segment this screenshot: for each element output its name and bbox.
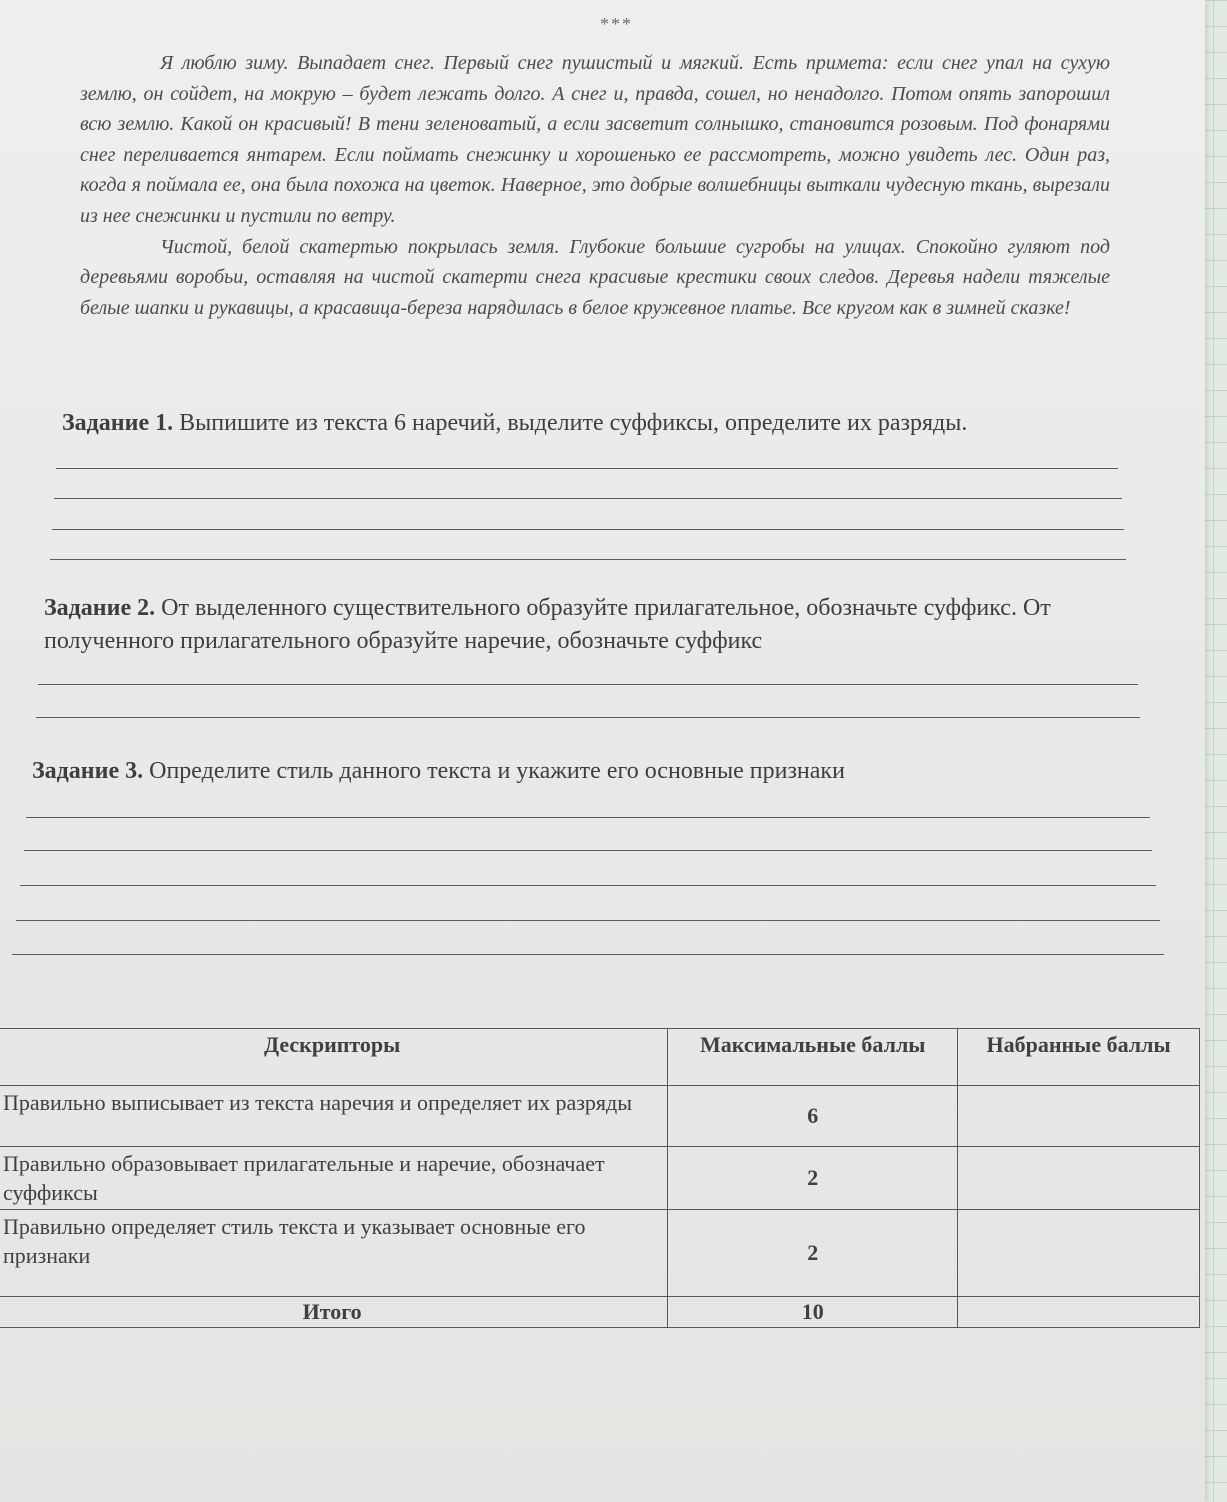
answer-line[interactable] bbox=[16, 920, 1160, 921]
section-separator: *** bbox=[600, 14, 633, 34]
task-3-text: Определите стиль данного текста и укажите его основные признаки bbox=[149, 758, 845, 784]
table-row bbox=[0, 1147, 1200, 1210]
task-2-text: От выделенного существительного образуйте прилагательное, обозначьте суффикс. От полученного прилагательного образуйте наречие, обозначьте суффикс bbox=[44, 595, 1051, 654]
total-earned-cell[interactable] bbox=[958, 1297, 1200, 1328]
answer-line[interactable] bbox=[20, 885, 1156, 886]
answer-line[interactable] bbox=[52, 529, 1124, 530]
table-total-row bbox=[0, 1297, 1200, 1328]
task-3-label: Задание 3. bbox=[32, 758, 144, 784]
table-header-row bbox=[0, 1029, 1200, 1086]
total-max-cell: 10 bbox=[668, 1297, 958, 1328]
header-earned-points: Набранные баллы bbox=[958, 1029, 1200, 1086]
descriptor-cell: Правильно выписывает из текста наречия и определяет их разряды bbox=[0, 1086, 668, 1147]
header-descriptors: Дескрипторы bbox=[0, 1029, 668, 1086]
answer-line[interactable] bbox=[24, 850, 1152, 851]
answer-line[interactable] bbox=[56, 468, 1118, 469]
story-paragraph-1: Я люблю зиму. Выпадает снег. Первый снег пушистый и мягкий. Есть примета: если снег упал на сухую землю, он сойдет, на мокрую – будет лежать долго. А снег и, правда, сошел, но ненадолго. Потом опять запорошил всю землю. Какой он красивый! В тени зеленоватый, а если засветит солнышко, становится розовым. Под фонарями снег переливается янтарем. Если поймать снежинку и хорошенько ее рассмотреть, можно увидеть лес. Один раз, когда я поймала ее, она была похожа на цветок. Наверное, это добрые волшебницы выткали чудесную ткань, вырезали из нее снежинки и пустили по ветру. bbox=[80, 52, 1110, 227]
story-paragraph-2: Чистой, белой скатертью покрылась земля. Глубокие большие сугробы на улицах. Спокойно гуляют под деревьями воробьи, оставляя на чистой скатерти снега красивые крестики своих следов. Деревья надели тяжелые белые шапки и рукавицы, а красавица-береза нарядилась в белое кружевное платье. Все кругом как в зимней сказке! bbox=[80, 235, 1110, 319]
descriptor-cell: Правильно определяет стиль текста и указывает основные его признаки bbox=[0, 1210, 668, 1297]
story-text bbox=[80, 48, 1110, 323]
task-1 bbox=[62, 407, 1132, 440]
task-1-text: Выпишите из текста 6 наречий, выделите суффиксы, определите их разряды. bbox=[179, 410, 968, 436]
descriptor-cell: Правильно образовывает прилагательные и наречие, обозначает суффиксы bbox=[0, 1147, 668, 1210]
table-row bbox=[0, 1086, 1200, 1147]
earned-points-cell[interactable] bbox=[958, 1147, 1200, 1210]
earned-points-cell[interactable] bbox=[958, 1086, 1200, 1147]
answer-line[interactable] bbox=[36, 717, 1140, 718]
task-3 bbox=[32, 755, 1142, 788]
descriptor-table bbox=[0, 1028, 1200, 1328]
total-label-cell: Итого bbox=[0, 1297, 668, 1328]
max-points-cell: 6 bbox=[668, 1086, 958, 1147]
max-points-cell: 2 bbox=[668, 1210, 958, 1297]
earned-points-cell[interactable] bbox=[958, 1210, 1200, 1297]
answer-line[interactable] bbox=[50, 559, 1126, 560]
answer-line[interactable] bbox=[12, 954, 1164, 955]
answer-line[interactable] bbox=[38, 684, 1138, 685]
task-2-label: Задание 2. bbox=[44, 595, 156, 621]
answer-line[interactable] bbox=[54, 498, 1122, 499]
table-row bbox=[0, 1210, 1200, 1297]
answer-line[interactable] bbox=[26, 817, 1150, 818]
max-points-cell: 2 bbox=[668, 1147, 958, 1210]
header-max-points: Максимальные баллы bbox=[668, 1029, 958, 1086]
task-2 bbox=[44, 592, 1144, 658]
task-1-label: Задание 1. bbox=[62, 410, 174, 436]
